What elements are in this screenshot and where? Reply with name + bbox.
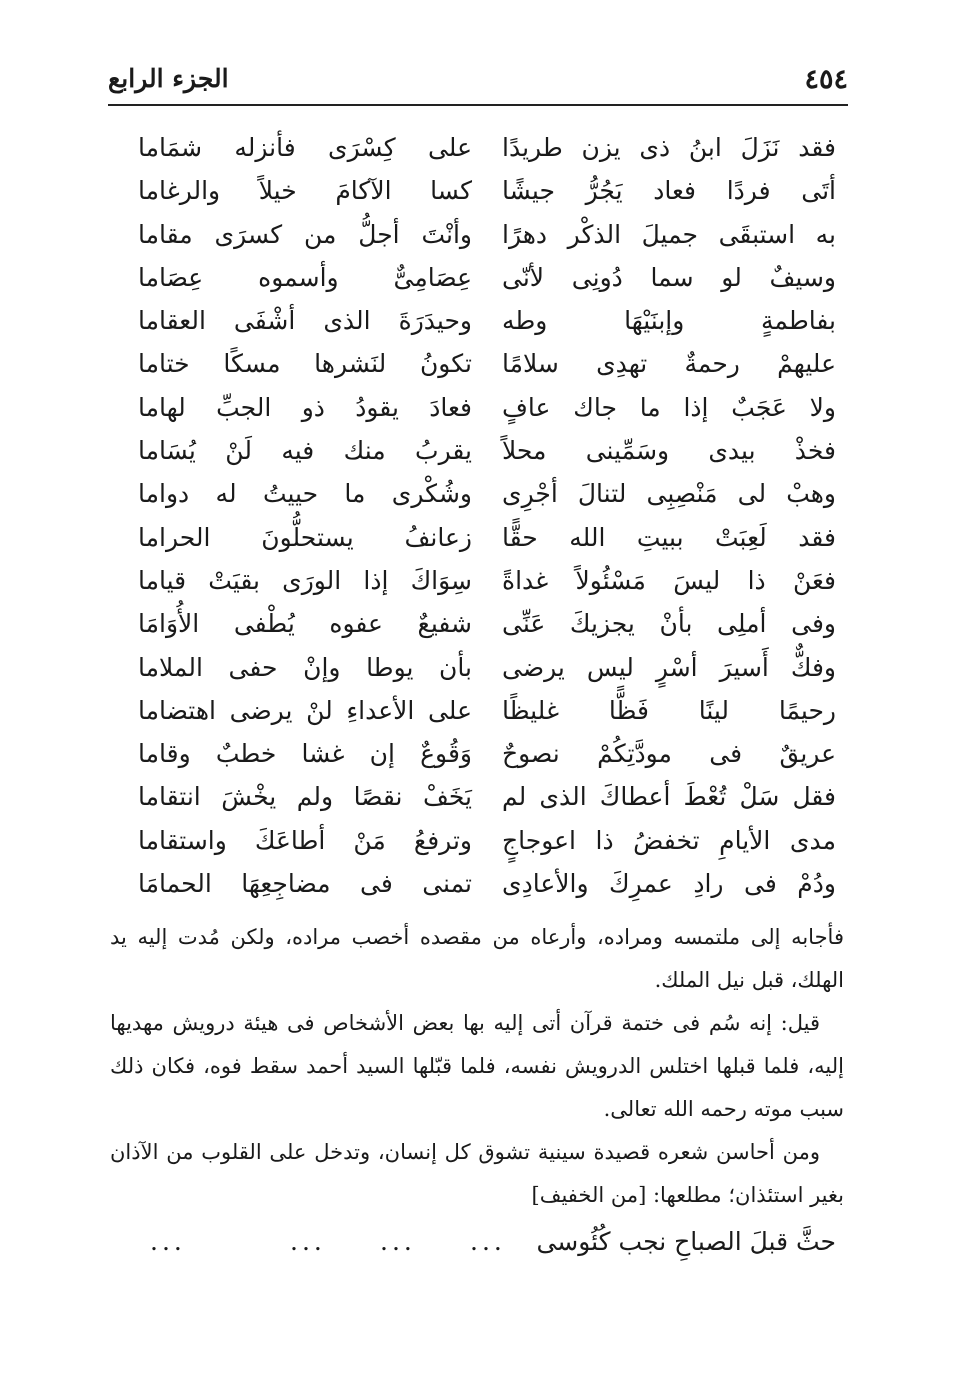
- verse-second-hemistich: يقربُ منك فيه لَنْ يُسَاما: [138, 436, 472, 466]
- verse-first-hemistich: عريقٌ فى مودَّتِكُمْ نصوحٌ: [502, 739, 836, 769]
- verse-second-hemistich: وحيدَرَةَ الذى أشْفَى العقاما: [138, 306, 472, 336]
- opening-hemistich: حثَّ قبلَ الصباحِ نجب كُئُوسى: [536, 1227, 836, 1256]
- prose-paragraph: ومن أحاسن شعره قصيدة سينية تشوق كل إنسان، وتدخل على القلوب من الآذان بغير استئذان؛ مطلعها: [من الخفيف]: [110, 1140, 844, 1207]
- verse-first-hemistich: فقل سَلْ تُعْطَ أعطاكَ الذى لم: [502, 782, 836, 812]
- verse-first-hemistich: ودُمْ فى رادِ عمرِكَ والأعادِى: [502, 869, 836, 899]
- verse-first-hemistich: رحيمًا لينًا فَظًّا غليظًا: [502, 695, 836, 725]
- poem: [138, 126, 836, 905]
- verse: [138, 516, 836, 559]
- verse-first-hemistich: وهبْ لى مَنْصِبِى لتنالَ أجْرِى: [502, 479, 836, 509]
- ellipsis: ...: [290, 1227, 326, 1256]
- verse-second-hemistich: على كِسْرَى فأنزله شمَاما: [138, 133, 472, 162]
- verse: [138, 689, 836, 732]
- verse-first-hemistich: أتَى فردًا فعاد يَجُرُّ جيشًا: [502, 176, 836, 206]
- verse-second-hemistich: تكونُ لنَشرها مسكًا ختاما: [138, 349, 472, 379]
- verse: [138, 169, 836, 212]
- verse-second-hemistich: فعادَ يقودُ ذو الجبِّ لهاما: [138, 392, 472, 422]
- verse-second-hemistich: زعانفُ يستحلُّونَ الحراما: [138, 522, 472, 552]
- verse-second-hemistich: وترفعُ مَنْ أطاعَكَ واستقاما: [138, 825, 472, 855]
- page-header: [108, 60, 848, 100]
- verse-second-hemistich: وأنْتَ أجلُّ من كسرَى مقاما: [138, 219, 472, 249]
- verse-first-hemistich: فقد نَزَلَ ابنُ ذى يزن طريدًا: [502, 133, 836, 162]
- running-title: الجزء الرابع: [108, 64, 229, 93]
- verse-first-hemistich: فعَنْ ذا ليسَ مَسْئُولاً غداةً: [502, 565, 836, 595]
- verse: [138, 732, 836, 775]
- verse-second-hemistich: كسا الآكامَ خيلاً والرغاما: [138, 176, 472, 206]
- verse-second-hemistich: شفيعٌ عفوه يُطْفى الأُوَامَا: [138, 609, 472, 639]
- verse: [138, 299, 836, 342]
- page-number: ٤٥٤: [804, 64, 848, 95]
- verse: [138, 342, 836, 385]
- verse: [138, 256, 836, 299]
- verse-first-hemistich: ولا عَجَبٌ إذا ما جاك عافٍ: [502, 392, 836, 422]
- verse-second-hemistich: وَقُوعٌ إن غشا خطبٌ وقاما: [138, 739, 472, 769]
- verse-first-hemistich: وسيفٌ لو سما دُونِى لأنّى: [502, 262, 836, 292]
- verse-second-hemistich: سِوَاكَ إذا الورَى بقيَتْ قياما: [138, 565, 472, 595]
- verse-second-hemistich: بأن يوطا وإنْ حفى الملاما: [138, 652, 472, 682]
- verse-first-hemistich: بفاطمةٍ وإبنَيْهَا وطه: [502, 306, 836, 336]
- verse: [138, 602, 836, 645]
- header-rule: [108, 104, 848, 106]
- verse: [138, 819, 836, 862]
- verse-first-hemistich: مدى الأيامِ تخفضُ ذا اعوجاجٍ: [502, 825, 836, 855]
- verse: [138, 213, 836, 256]
- verse: [138, 472, 836, 515]
- verse-first-hemistich: عليهمْ رحمةٌ تهدِى سلامًا: [502, 349, 836, 379]
- prose-paragraph: فأجابه إلى ملتمسه ومراده، وأرعاه من مقصده أخصب مراده، ولكن مُدت إليه يد الهلك، قبل نيل الملك.: [110, 925, 844, 992]
- prose-paragraph: قيل: إنه سُم فى ختمة قرآن أتى إليه بها بعض الأشخاص فى هيئة درويش مهديها إليه، فلما قبلها اختلس الدرويش نفسه، فلما قبّلها السيد أحمد سقط فوه، فكان ذلك سبب موته رحمه الله تعالى.: [110, 1011, 844, 1121]
- verse-first-hemistich: فقد لَعِبَتْ ببيتِ الله حقًّا: [502, 522, 836, 552]
- verse: [138, 559, 836, 602]
- verse-second-hemistich: يَخَفْ نقصًا ولم يخْشَ انتقاما: [138, 782, 472, 812]
- verse-second-hemistich: عِصَامِىٌّ وأسموه عِصَاما: [138, 262, 472, 292]
- verse-second-hemistich: على الأعداءِ لنْ يرضى اهتضاما: [138, 695, 472, 725]
- verse: [138, 386, 836, 429]
- verse-first-hemistich: وفكٌّ أَسيرَ أسْرٍ ليس يرضى: [502, 652, 836, 682]
- verse-first-hemistich: فخذْ بيدى وسَمِّينى محلاً: [502, 436, 836, 466]
- verse-first-hemistich: به استبقَى جميلَ الذكْر دهرًا: [502, 219, 836, 249]
- verse: [138, 126, 836, 169]
- ellipsis: ...: [150, 1227, 186, 1256]
- ellipsis: ...: [470, 1227, 506, 1256]
- verse: [138, 646, 836, 689]
- verse-second-hemistich: تمنى فى مضاجِعِهَا الحمامَا: [138, 869, 472, 899]
- ellipsis: ...: [380, 1227, 416, 1256]
- verse: [138, 775, 836, 818]
- verse: [138, 429, 836, 472]
- verse-second-hemistich: وشُكْرى ما حييتُ له دواما: [138, 479, 472, 509]
- prose-body: [110, 916, 844, 1217]
- verse: [138, 862, 836, 905]
- verse-first-hemistich: وفى أملِى بأنْ يجزيكَ عَنِّى: [502, 609, 836, 639]
- opening-verse-line: [140, 1222, 836, 1262]
